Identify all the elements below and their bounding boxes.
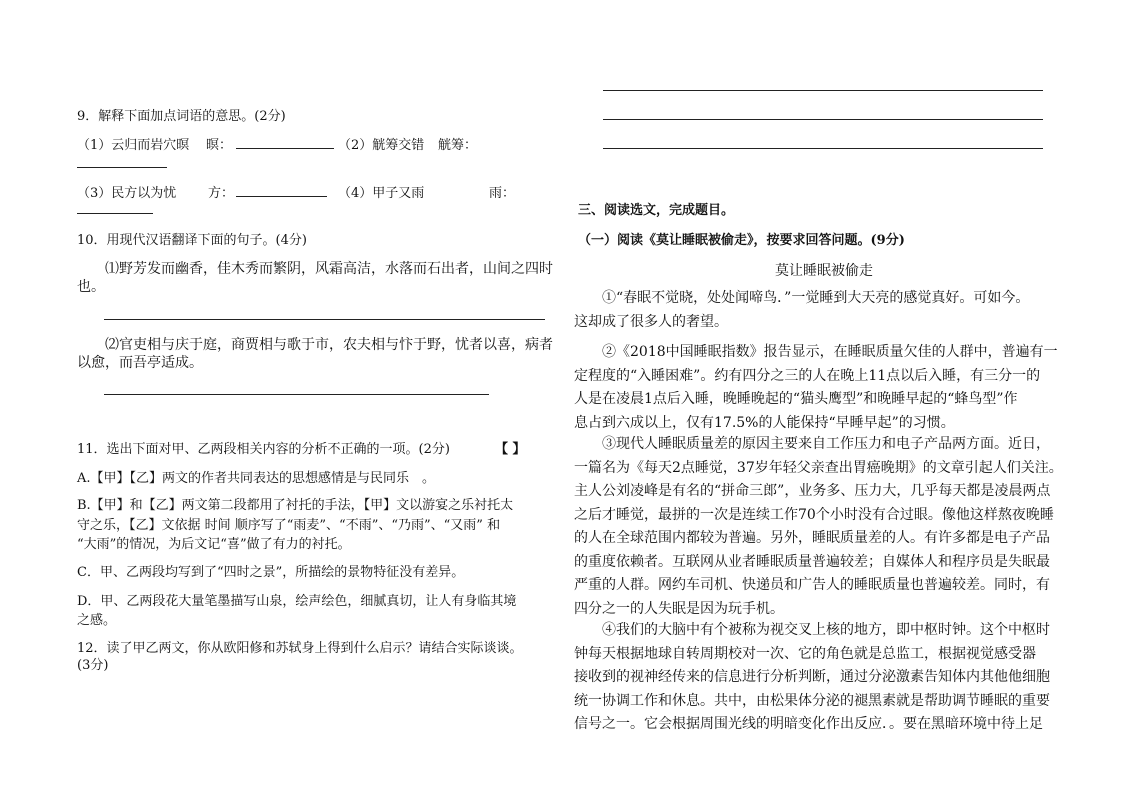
article-paragraph-3 <box>574 433 1063 621</box>
paragraph-4-line: 钟每天根据地球自转周期校对一次、它的角色就是总监工，根据视觉感受器 <box>574 645 1036 662</box>
paragraph-2-line: ②《2018中国睡眠指数》报告显示，在睡眠质量欠佳的人群中，普遍有一 <box>602 344 1058 360</box>
q11-option-c: C．甲、乙两段均写到了“四时之景”，所描绘的景物特征没有差异。 <box>77 565 465 580</box>
question-11-title: 11．选出下面对甲、乙两段相关内容的分析不正确的一项。(2分) <box>77 442 450 457</box>
article-paragraph-4 <box>574 619 1050 737</box>
q11-option-d-line-1: D．甲、乙两段花大量笔墨描写山泉，绘声绘色，细腻真切，让人有身临其境 <box>77 594 517 609</box>
question-12-line-2: (3分) <box>77 658 109 673</box>
q10-sentence-2-line-2: 以愈，而吾亭适成。 <box>77 355 203 371</box>
q11-option-b-line-1: B.【甲】和【乙】两文第二段都用了衬托的手法，【甲】文以游宴之乐衬托太 <box>77 498 514 513</box>
q10-sentence-1-line-2: 也。 <box>77 279 105 295</box>
q10-answer-line-2 <box>104 394 489 395</box>
paragraph-2-line: 定程度的“入睡困难”。约有四分之三的人在晚上11点以后入睡，有三分一的 <box>574 367 1041 384</box>
paragraph-3-line: 的重度依赖者。互联网从业者睡眠质量普遍较差；自媒体人和程序员是失眠最 <box>574 553 1050 570</box>
article-paragraph-2 <box>574 341 1058 435</box>
paragraph-3-line: 的人在全球范围内都较为普遍。另外，睡眠质量差的人。有许多都是电子产品 <box>574 530 1050 546</box>
q9-answer-line-3 <box>236 196 327 197</box>
article-paragraph-1 <box>574 287 1029 334</box>
q11-option-b-line-2: 守之乐，【乙】文依据 时间 顺序写了“雨麦”、“不雨”、“乃雨”、“又雨” 和 <box>77 518 501 533</box>
q9-item-1: （1）云归而岩穴暝 <box>77 138 190 153</box>
section-heading: 三、阅读选文，完成题目。 <box>578 203 735 218</box>
paragraph-4-line: 信号之一。它会根据周围光线的明暗变化作出反应．。要在黑暗环境中待上足 <box>574 716 1043 732</box>
q9-item-3-word: 方： <box>208 186 235 201</box>
q9-item-1-word: 暝： <box>206 138 233 153</box>
paragraph-3-line: 四分之一的人失眠是因为玩手机。 <box>574 600 784 617</box>
sub-heading: （一）阅读《莫让睡眠被偷走》，按要求回答问题。(9分) <box>578 233 905 248</box>
paragraph-4-line: 接收到的视神经传来的信息进行分析判断，通过分泌激素告知体内其他他细胞 <box>574 669 1050 685</box>
answer-line <box>603 119 1043 120</box>
question-10-title: 10．用现代汉语翻译下面的句子。(4分) <box>77 233 307 248</box>
q9-answer-line-2 <box>77 167 167 168</box>
q10-sentence-1-line-1: ⑴野芳发而幽香，佳木秀而繁阴，风霜高洁，水落而石出者，山间之四时 <box>105 261 553 277</box>
paragraph-4-line: 统一协调工作和休息。共中，由松果体分泌的褪黑素就是帮助调节睡眠的重要 <box>574 692 1050 709</box>
paragraph-2-line: 人是在凌晨1点后入睡，晚睡晚起的“猫头鹰型”和晚睡早起的“蜂鸟型”作 <box>574 391 1018 407</box>
q11-answer-bracket: 【 】 <box>495 442 526 457</box>
q11-option-b-line-3: “大雨”的情况，为后文记“喜”做了有力的衬托。 <box>77 537 351 552</box>
q9-item-3: （3）民方以为忧 <box>77 186 177 201</box>
q9-item-4-word: 雨： <box>489 186 516 201</box>
paragraph-3-line: 主人公刘凌峰是有名的“拼命三郎”，业务多、压力大，几乎每天都是凌晨两点 <box>574 483 1051 499</box>
q9-answer-line-4 <box>77 213 153 214</box>
article-title: 莫让睡眠被偷走 <box>775 263 873 279</box>
q9-item-2-word: 觥筹： <box>438 138 478 153</box>
q11-option-a: A.【甲】【乙】两文的作者共同表达的思想感情是与民同乐 。 <box>77 471 436 486</box>
q11-option-d-line-2: 之感。 <box>77 613 117 628</box>
paragraph-2-line: 息占到六成以上，仅有17.5%的人能保持“早睡早起”的习惯。 <box>574 414 955 431</box>
answer-line <box>603 148 1043 149</box>
question-9-title: 9．解释下面加点词语的意思。(2分) <box>77 109 286 124</box>
paragraph-3-line: 严重的人群。网约车司机、快递员和广告人的睡眠质量也普遍较差。同时，有 <box>574 577 1050 593</box>
paragraph-4-line: ④我们的大脑中有个被称为视交叉上核的地方，即中枢时钟。这个中枢时 <box>602 622 1050 638</box>
paragraph-3-line: ③现代人睡眠质量差的原因主要来自工作压力和电子产品两方面。近日， <box>602 436 1050 452</box>
paragraph-3-line: 一篇名为《每天2点睡觉，37岁年轻父亲查出胃癌晚期》的文章引起人们关注。 <box>574 459 1063 476</box>
question-12-line-1: 12．读了甲乙两文，你从欧阳修和苏轼身上得到什么启示？请结合实际谈谈。 <box>77 641 523 656</box>
q9-answer-line-1 <box>236 148 334 149</box>
q10-sentence-2-line-1: ⑵官吏相与庆于庭，商贾相与歌于市，农夫相与忭于野，忧者以喜，病者 <box>105 337 553 353</box>
paragraph-1-line: 这却成了很多人的奢望。 <box>574 313 728 330</box>
paragraph-3-line: 之后才睡觉，最拼的一次是连续工作70个小时没有合过眼。像他这样熬夜晚睡 <box>574 506 1054 523</box>
q9-item-4: （4）甲子又雨 <box>338 186 425 201</box>
q9-item-2: （2）觥筹交错 <box>338 138 425 153</box>
answer-line <box>603 90 1043 91</box>
q10-answer-line-1 <box>104 319 545 320</box>
paragraph-1-line: ①“春眠不觉晓，处处闻啼鸟．”一觉睡到大天亮的感觉真好。可如今。 <box>602 290 1030 306</box>
